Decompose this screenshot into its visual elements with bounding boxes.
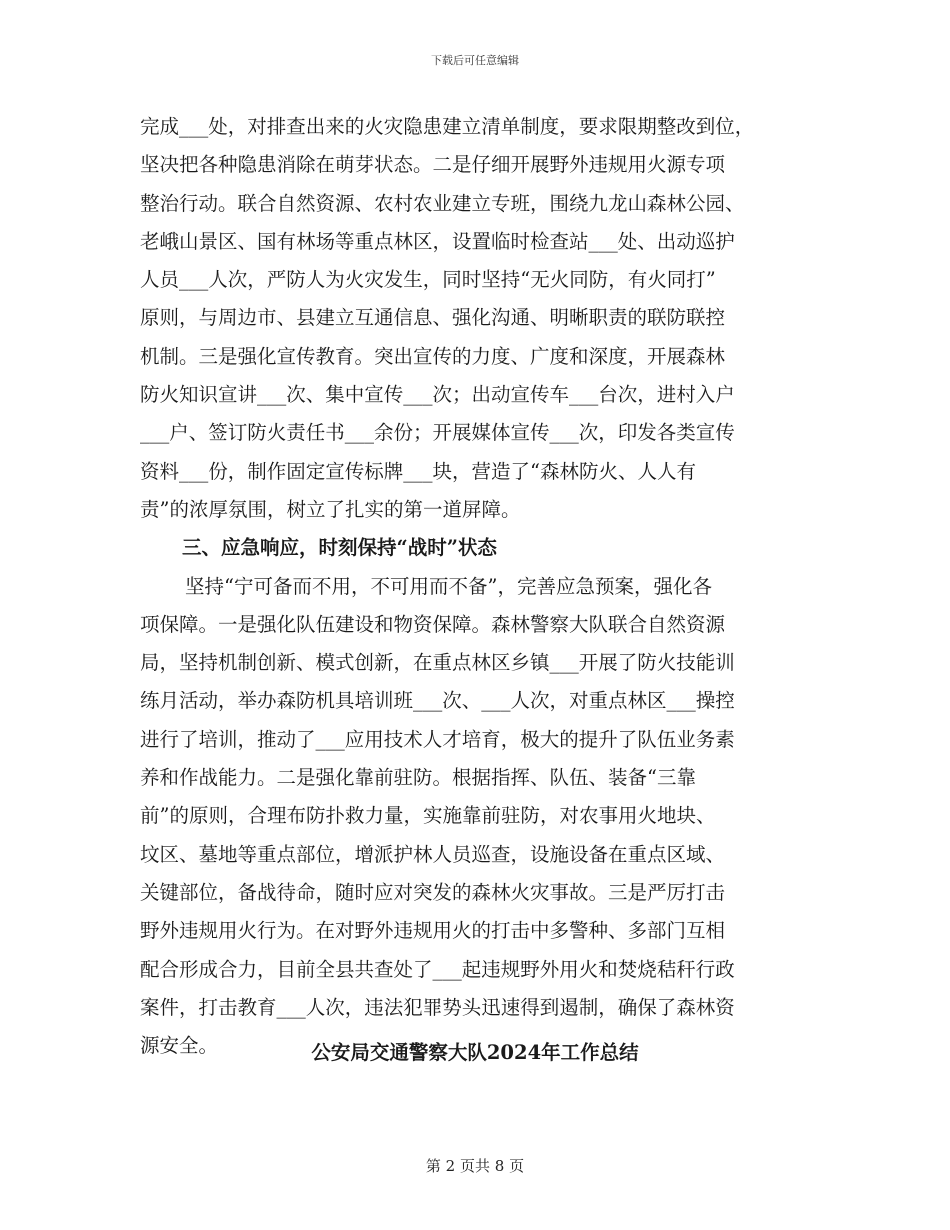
section-heading: 三、应急响应，时刻保持“战时”状态 [182,536,497,560]
paragraph-line: 坚持“宁可备而不用，不可用而不备”，完善应急预案，强化各 [185,574,712,598]
paragraph-line: 责”的浓厚氛围，树立了扎实的第一道屏障。 [140,497,521,521]
paragraph-line: 资料___份，制作固定宣传标牌___块，营造了“森林防火、人人有 [140,459,696,483]
page-number: 第 2 页共 8 页 [425,1157,525,1175]
paragraph-line: ___户、签订防火责任书___余份；开展媒体宣传___次，印发各类宣传 [140,421,735,445]
paragraph-line: 人员___人次，严防人为火灾发生，同时坚持“无火同防，有火同打” [140,268,716,292]
paragraph-line: 练月活动，举办森防机具培训班___次、___人次，对重点林区___操控 [140,689,735,713]
paragraph-line: 配合形成合力，目前全县共查处了___起违规野外用火和焚烧秸秆行政 [140,957,735,981]
page-header: 下载后可任意编辑 [431,54,519,67]
paragraph-line: 源安全。 [140,1034,219,1058]
paragraph-line: 案件，打击教育___人次，违法犯罪势头迅速得到遏制，确保了森林资 [140,995,735,1019]
paragraph-line: 机制。三是强化宣传教育。突出宣传的力度、广度和深度，开展森林 [140,344,726,368]
paragraph-line: 完成___处，对排查出来的火灾隐患建立清单制度，要求限期整改到位， [140,115,755,138]
paragraph-line: 养和作战能力。二是强化靠前驻防。根据指挥、队伍、装备“三靠 [140,766,696,790]
paragraph-line: 野外违规用火行为。在对野外违规用火的打击中多警种、多部门互相 [140,919,726,943]
document-title: 公安局交通警察大队2024年工作总结 [311,1041,639,1064]
paragraph-line: 前”的原则，合理布防扑救力量，实施靠前驻防，对农事用火地块、 [140,804,716,828]
paragraph-line: 原则，与周边市、县建立互通信息、强化沟通、明晰职责的联防联控 [140,306,726,330]
paragraph-line: 整治行动。联合自然资源、农村农业建立专班，围绕九龙山森林公园、 [140,191,745,215]
paragraph-line: 局，坚持机制创新、模式创新，在重点林区乡镇___开展了防火技能训 [140,651,735,675]
paragraph-line: 坟区、墓地等重点部位，增派护林人员巡查，设施设备在重点区域、 [140,842,726,866]
document-body [140,108,812,1065]
paragraph-line: 项保障。一是强化队伍建设和物资保障。森林警察大队联合自然资源 [140,612,726,636]
paragraph-line: 坚决把各种隐患消除在萌芽状态。二是仔细开展野外违规用火源专项 [140,153,726,177]
paragraph-line: 关键部位，备战待命，随时应对突发的森林火灾事故。三是严厉打击 [140,880,726,904]
paragraph-line: 防火知识宣讲___次、集中宣传___次；出动宣传车___台次，进村入户 [140,383,735,407]
paragraph-line: 老峨山景区、国有林场等重点林区，设置临时检查站___处、出动巡护 [140,229,735,253]
paragraph-line: 进行了培训，推动了___应用技术人才培育，极大的提升了队伍业务素 [140,727,735,751]
